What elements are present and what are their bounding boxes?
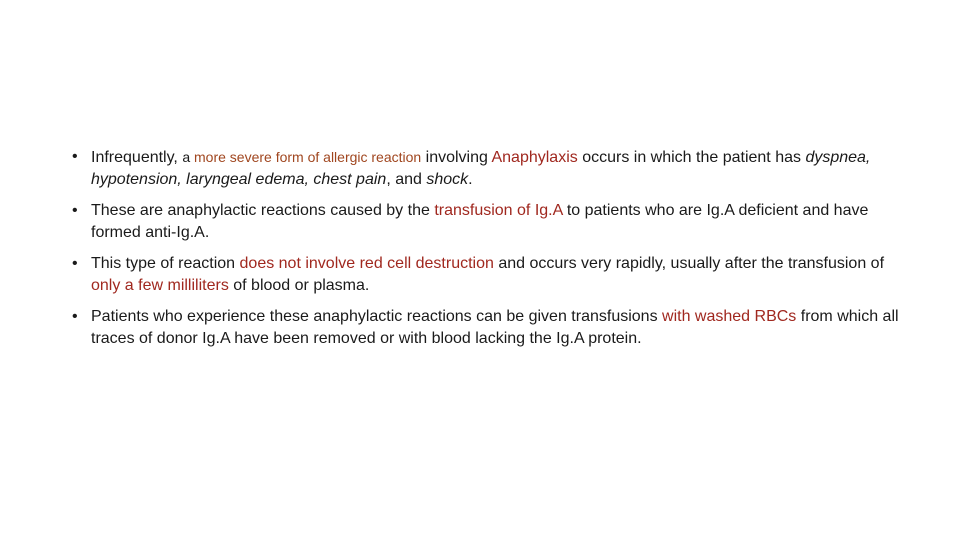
highlight-text: more severe form of allergic reaction [194, 149, 422, 165]
bullet-text [91, 308, 899, 347]
bullet-text [91, 202, 868, 241]
bullet-item [72, 306, 912, 350]
bullet-text [91, 255, 884, 294]
bullet-item [72, 200, 912, 244]
text-run: to patients who are Ig.A deficient and have formed anti-Ig.A. [91, 202, 869, 241]
text-run: , and [386, 171, 427, 188]
highlight-text: Anaphylaxis [491, 149, 578, 166]
text-run: These are anaphylactic reactions caused by the [91, 202, 435, 219]
text-run: and occurs very rapidly, usually after the transfusion of [493, 255, 885, 272]
bullet-marker: • [72, 255, 78, 272]
text-run: of blood or plasma. [228, 277, 370, 294]
text-run: Patients who experience these anaphylactic reactions can be given transfusions [91, 308, 663, 325]
bullet-marker: • [72, 202, 78, 219]
highlight-text: transfusion of Ig.A [434, 202, 563, 219]
text-run: This type of reaction [91, 255, 240, 272]
bullet-item [72, 253, 912, 297]
text-run: from which all traces of donor Ig.A have been removed or with blood lacking the Ig.A protein. [91, 308, 899, 347]
text-run: . [468, 171, 473, 188]
emphasis-text: dyspnea, hypotension, laryngeal edema, chest pain [91, 149, 871, 188]
emphasis-text: shock [426, 171, 469, 188]
bullet-list [72, 146, 912, 359]
bullet-item [72, 146, 912, 191]
text-run: occurs in which the patient has [577, 149, 806, 166]
highlight-text: with washed RBCs [662, 308, 797, 325]
highlight-text: does not involve red cell destruction [239, 255, 494, 272]
bullet-marker: • [72, 148, 78, 165]
text-run: a [182, 149, 194, 165]
text-run: Infrequently, [91, 149, 183, 166]
text-run: involving [421, 149, 492, 166]
bullet-marker: • [72, 308, 78, 325]
bullet-text [91, 149, 870, 188]
highlight-text: only a few milliliters [91, 277, 229, 294]
